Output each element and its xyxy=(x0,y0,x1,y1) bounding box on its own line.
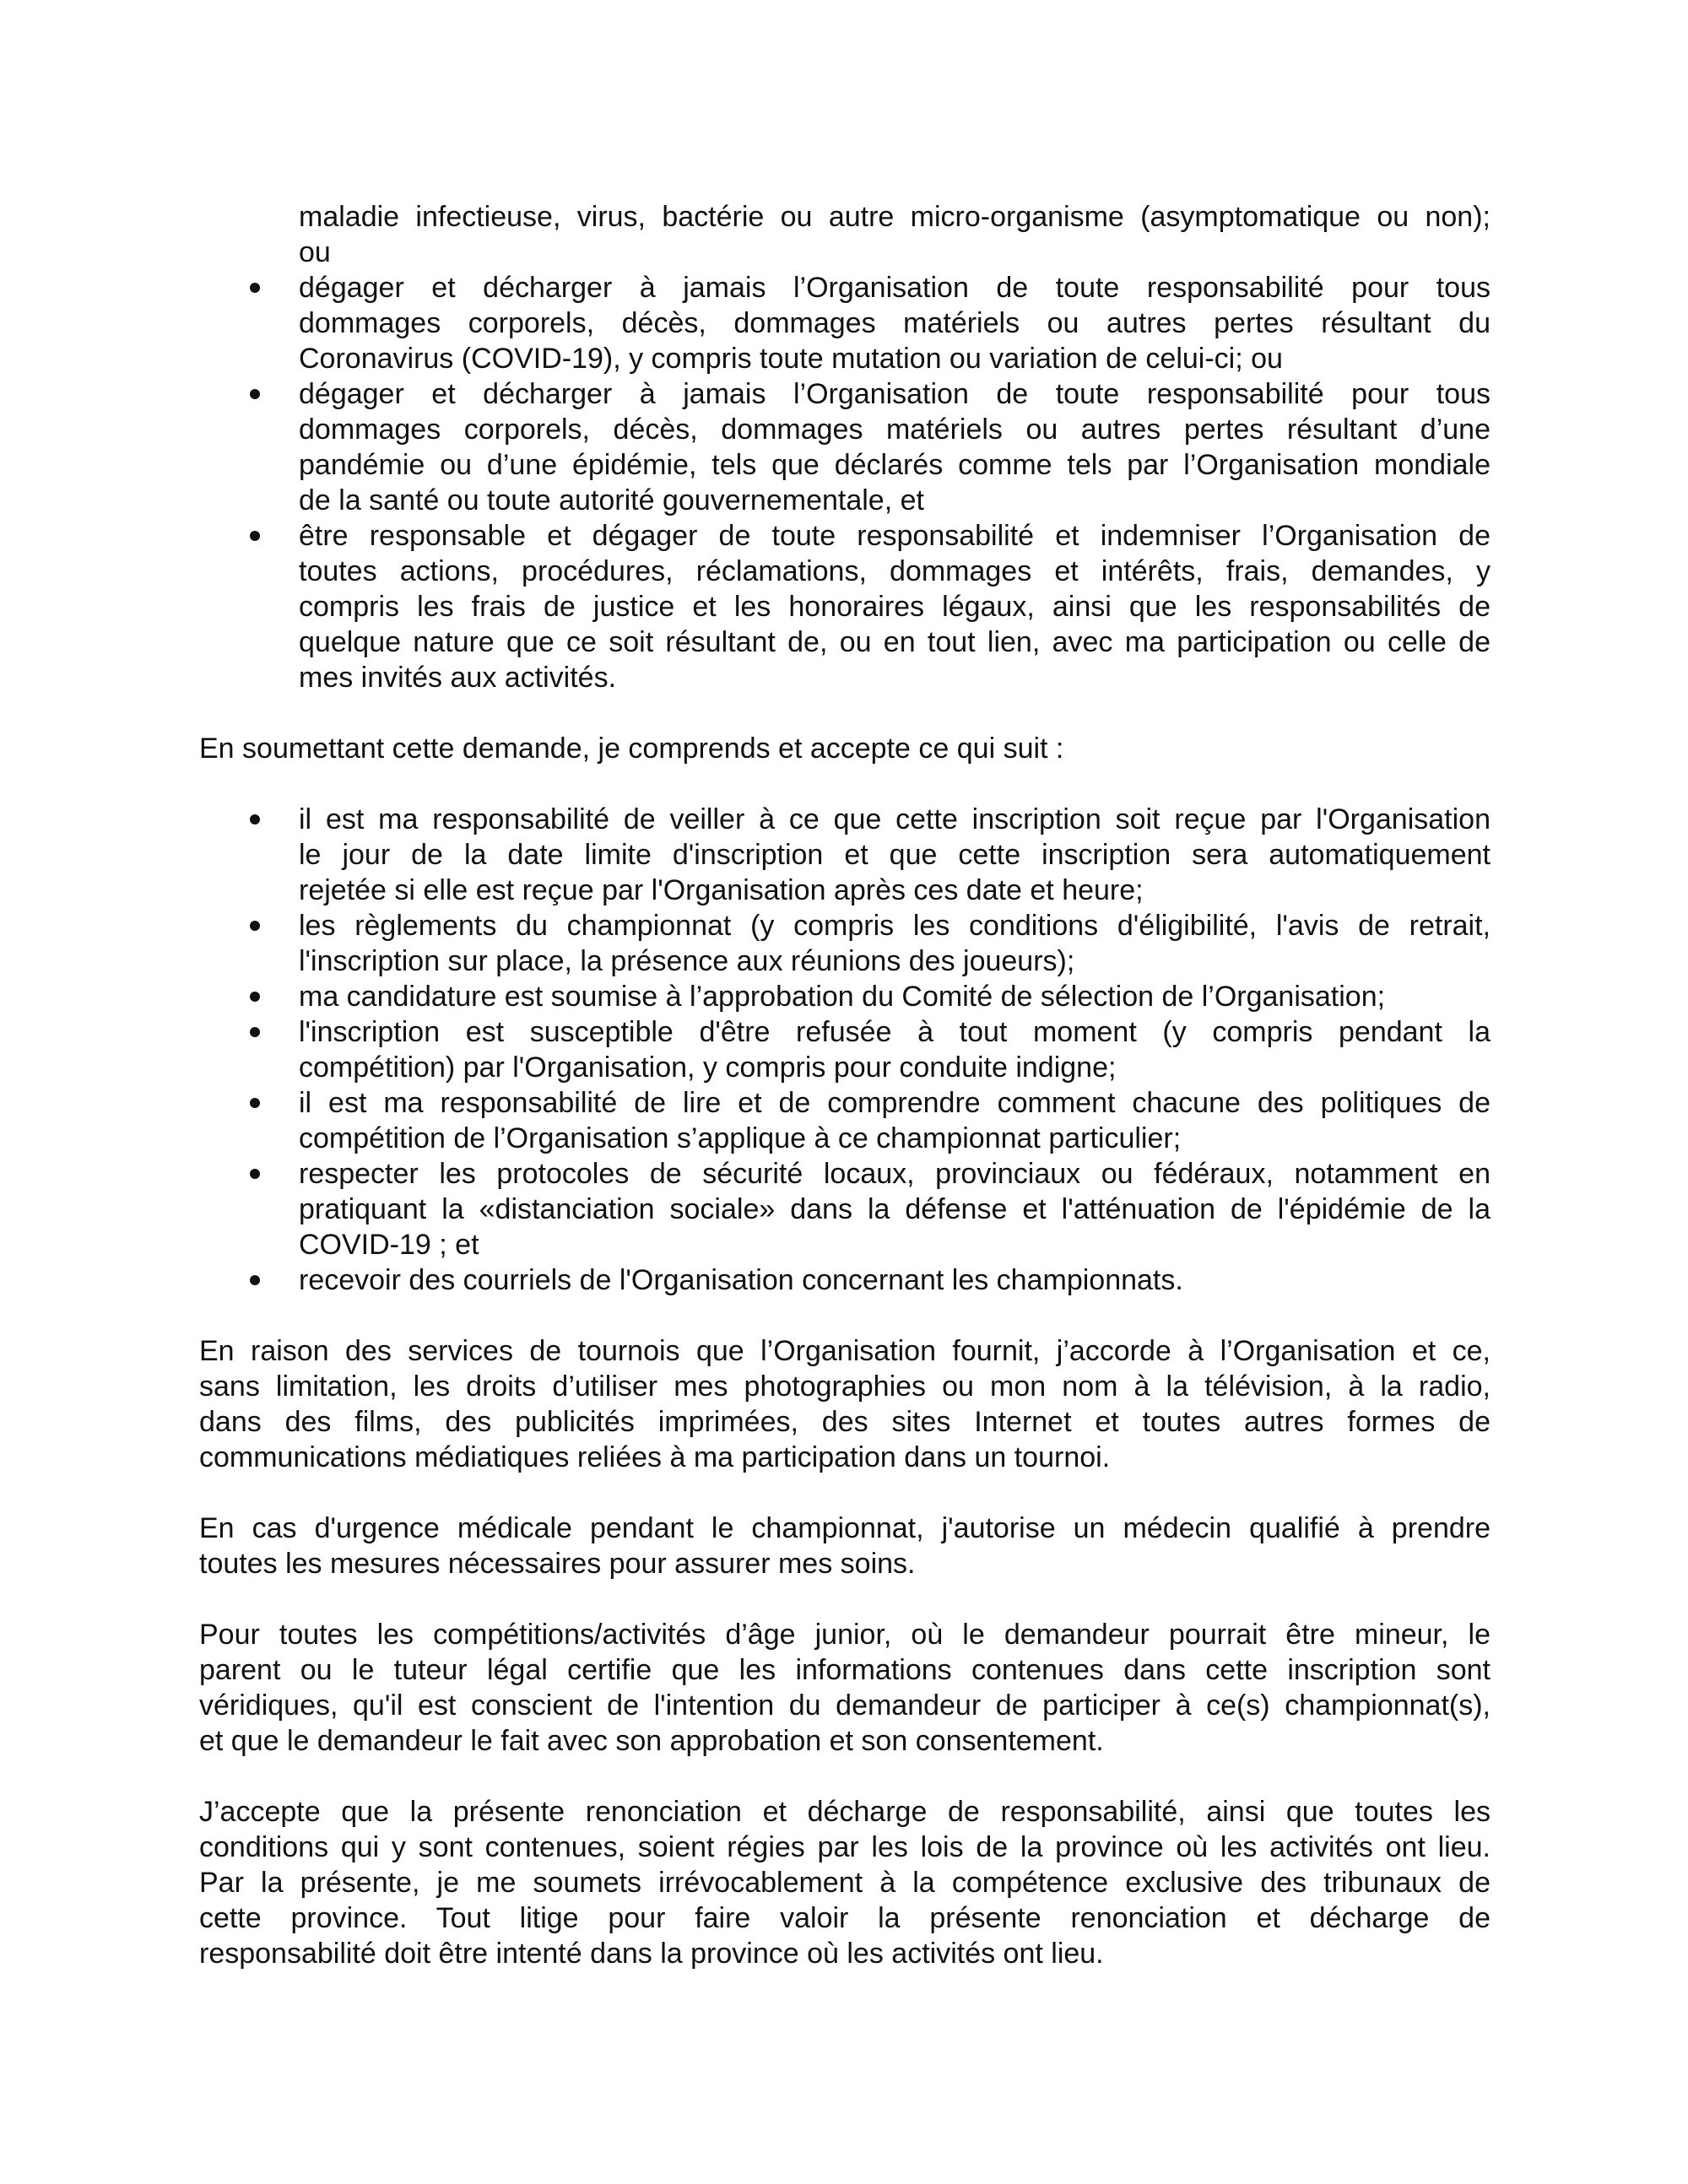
document-body xyxy=(199,199,1491,1971)
list-item-line: dommages corporels, décès, dommages matériels ou autres pertes résultant du xyxy=(299,307,1491,339)
list-item-line: ou xyxy=(299,236,331,268)
paragraph-spacer xyxy=(199,1298,1491,1333)
list-item-line: Coronavirus (COVID-19), y compris toute mutation ou variation de celui-ci; ou xyxy=(299,343,1283,375)
list-item-line: recevoir des courriels de l'Organisation concernant les championnats. xyxy=(299,1264,1183,1296)
paragraph-line: parent ou le tuteur légal certifie que les informations contenues dans cette inscription sont xyxy=(199,1654,1491,1686)
list-item-line: l'inscription sur place, la présence aux réunions des joueurs); xyxy=(299,945,1075,977)
list-item-line: compétition de l’Organisation s’applique à ce championnat particulier; xyxy=(299,1122,1182,1154)
list-item-line: maladie infectieuse, virus, bactérie ou autre micro-organisme (asymptomatique ou non); xyxy=(299,201,1491,233)
paragraph-spacer xyxy=(199,1581,1491,1617)
bullet-icon xyxy=(250,389,260,399)
list-item xyxy=(199,802,1491,908)
list-item-line: pandémie ou d’une épidémie, tels que déclarés comme tels par l’Organisation mondiale xyxy=(299,449,1491,481)
list-item-line: ma candidature est soumise à l’approbation du Comité de sélection de l’Organisation; xyxy=(299,981,1386,1013)
bullet-icon xyxy=(250,921,260,931)
paragraph-line: En cas d'urgence médicale pendant le championnat, j'autorise un médecin qualifié à prendre xyxy=(199,1512,1491,1544)
bullet-list xyxy=(199,802,1491,1298)
list-item xyxy=(199,518,1491,695)
bullet-icon xyxy=(250,531,260,541)
paragraph-line: Pour toutes les compétitions/activités d’âge junior, où le demandeur pourrait être mineur, le xyxy=(199,1619,1491,1651)
bullet-icon xyxy=(250,283,260,293)
paragraph-spacer xyxy=(199,1759,1491,1794)
paragraph-spacer xyxy=(199,1475,1491,1511)
paragraph-line: véridiques, qu'il est conscient de l'intention du demandeur de participer à ce(s) championnat(s), xyxy=(199,1689,1491,1722)
paragraph xyxy=(199,1617,1491,1759)
list-item-line: de la santé ou toute autorité gouvernementale, et xyxy=(299,484,924,516)
list-item-line: compris les frais de justice et les honoraires légaux, ainsi que les responsabilités de xyxy=(299,591,1491,623)
bullet-icon xyxy=(250,1169,260,1179)
paragraph-line: communications médiatiques reliées à ma participation dans un tournoi. xyxy=(199,1441,1111,1473)
paragraph xyxy=(199,1511,1491,1581)
list-item xyxy=(199,908,1491,979)
bullet-icon xyxy=(250,1027,260,1037)
list-item-line: dégager et décharger à jamais l’Organisation de toute responsabilité pour tous xyxy=(299,272,1491,304)
paragraph-line: cette province. Tout litige pour faire valoir la présente renonciation et décharge de xyxy=(199,1902,1491,1934)
paragraph xyxy=(199,1333,1491,1475)
list-item-line: dégager et décharger à jamais l’Organisation de toute responsabilité pour tous xyxy=(299,378,1491,410)
list-item-line: pratiquant la «distanciation sociale» dans la défense et l'atténuation de l'épidémie de la xyxy=(299,1193,1491,1225)
list-item xyxy=(199,1262,1491,1298)
list-item-continuation xyxy=(199,199,1491,270)
paragraph-line: toutes les mesures nécessaires pour assurer mes soins. xyxy=(199,1548,916,1580)
paragraph-line: sans limitation, les droits d’utiliser mes photographies ou mon nom à la télévision, à la radio, xyxy=(199,1370,1491,1403)
list-item-line: rejetée si elle est reçue par l'Organisation après ces date et heure; xyxy=(299,874,1144,906)
list-item-line: les règlements du championnat (y compris les conditions d'éligibilité, l'avis de retrait, xyxy=(299,910,1491,942)
bullet-icon xyxy=(250,992,260,1002)
list-item-line: COVID-19 ; et xyxy=(299,1229,479,1261)
paragraph-line: Par la présente, je me soumets irrévocablement à la compétence exclusive des tribunaux de xyxy=(199,1867,1491,1899)
list-item-line: compétition) par l'Organisation, y compris pour conduite indigne; xyxy=(299,1051,1117,1084)
list-item xyxy=(199,270,1491,376)
list-item xyxy=(199,1014,1491,1085)
paragraph xyxy=(199,1794,1491,1971)
list-item-line: être responsable et dégager de toute responsabilité et indemniser l’Organisation de xyxy=(299,520,1491,552)
list-item-line: dommages corporels, décès, dommages matériels ou autres pertes résultant d’une xyxy=(299,414,1491,446)
paragraph-line: dans des films, des publicités imprimées, des sites Internet et toutes autres formes de xyxy=(199,1406,1491,1438)
list-item-line: respecter les protocoles de sécurité locaux, provinciaux ou fédéraux, notamment en xyxy=(299,1158,1491,1190)
list-item-line: toutes actions, procédures, réclamations, dommages et intérêts, frais, demandes, y xyxy=(299,555,1491,587)
list-item-line: le jour de la date limite d'inscription et que cette inscription sera automatiquement xyxy=(299,839,1491,871)
paragraph-line: responsabilité doit être intenté dans la province où les activités ont lieu. xyxy=(199,1938,1104,1970)
list-item xyxy=(199,376,1491,518)
list-item xyxy=(199,1085,1491,1156)
paragraph-line: conditions qui y sont contenues, soient régies par les lois de la province où les activités ont lieu. xyxy=(199,1831,1491,1863)
list-item-line: il est ma responsabilité de lire et de comprendre comment chacune des politiques de xyxy=(299,1087,1491,1119)
bullet-list xyxy=(199,270,1491,695)
list-item-line: mes invités aux activités. xyxy=(299,662,617,694)
list-item-line: l'inscription est susceptible d'être refusée à tout moment (y compris pendant la xyxy=(299,1016,1491,1048)
paragraph-line: J’accepte que la présente renonciation et décharge de responsabilité, ainsi que toutes les xyxy=(199,1796,1491,1828)
list-item-line: il est ma responsabilité de veiller à ce que cette inscription soit reçue par l'Organisation xyxy=(299,803,1491,835)
paragraph-spacer xyxy=(199,766,1491,802)
paragraph-spacer xyxy=(199,695,1491,731)
list-item xyxy=(199,979,1491,1014)
bullet-icon xyxy=(250,1275,260,1285)
bullet-icon xyxy=(250,814,260,824)
paragraph-line: et que le demandeur le fait avec son approbation et son consentement. xyxy=(199,1725,1104,1757)
paragraph-line: En raison des services de tournois que l’Organisation fournit, j’accorde à l’Organisation et ce, xyxy=(199,1335,1491,1367)
list-intro: En soumettant cette demande, je comprends et accepte ce qui suit : xyxy=(199,733,1064,765)
list-item xyxy=(199,1156,1491,1262)
bullet-icon xyxy=(250,1098,260,1108)
list-item-line: quelque nature que ce soit résultant de, ou en tout lien, avec ma participation ou celle de xyxy=(299,626,1491,658)
